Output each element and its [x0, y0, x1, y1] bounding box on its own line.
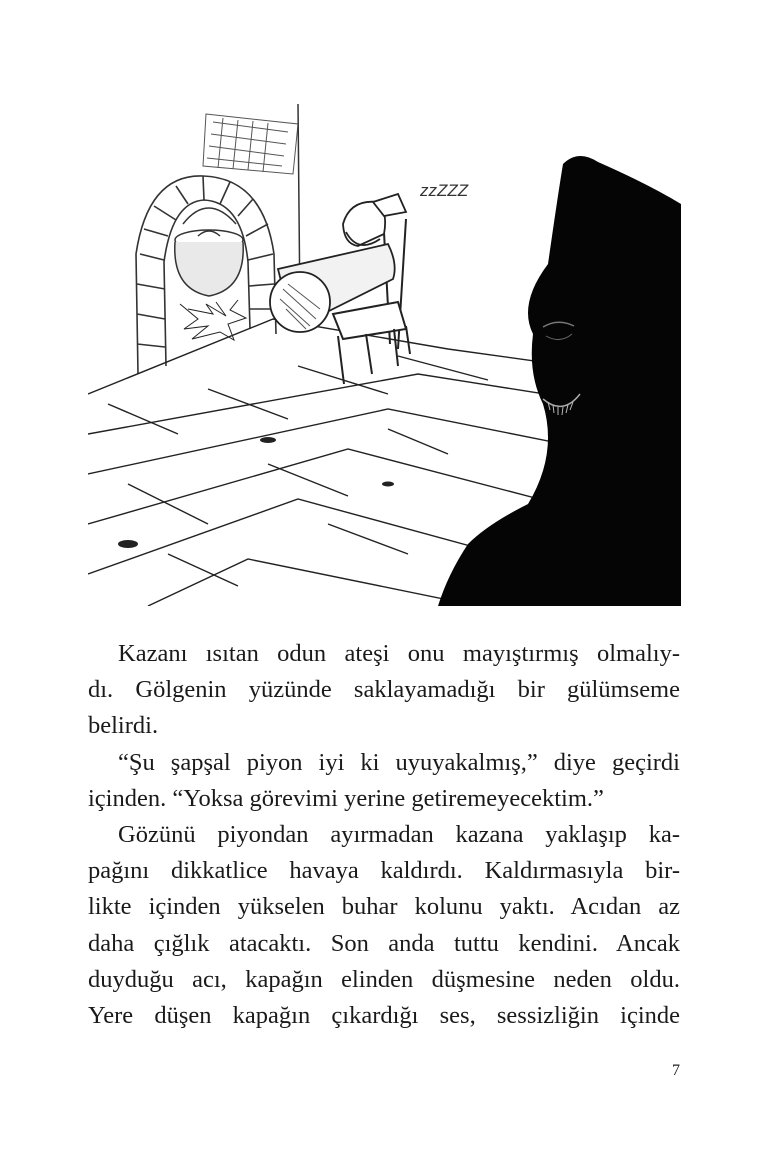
paragraph	[88, 636, 680, 745]
paragraph	[88, 745, 680, 817]
body-text	[88, 636, 680, 1034]
text-line: Gözünü piyondan ayırmadan kazana yaklaşıp ka-	[118, 821, 680, 849]
window-hatching	[203, 114, 298, 174]
text-line: “Şu şapşal piyon iyi ki uyuyakalmış,” diye geçirdi	[118, 748, 680, 776]
text-line: duyduğu acı, kapağın elinden düşmesine neden oldu.	[88, 965, 680, 993]
wood-knots	[118, 437, 394, 548]
text-line: daha çığlık atacaktı. Son anda tuttu kendini. Ancak	[88, 929, 680, 957]
text-line: belirdi.	[88, 712, 159, 740]
text-line: içinden. “Yoksa görevimi yerine getiremeyecektim.”	[88, 784, 604, 812]
text-line: likte içinden yükselen buhar kolunu yaktı. Acıdan az	[88, 893, 680, 921]
snore-text: zzZZZ	[420, 181, 469, 200]
text-line: Yere düşen kapağın çıkardığı ses, sessizliğin içinde	[88, 1002, 680, 1030]
text-line: pağını dikkatlice havaya kaldırdı. Kaldırmasıyla bir-	[88, 857, 680, 885]
sleeping-pawn-and-shadow-illustration	[88, 104, 681, 606]
paragraph	[88, 817, 680, 1034]
page-number: 7	[672, 1062, 680, 1079]
text-line: Kazanı ısıtan odun ateşi onu mayıştırmış olmalıy-	[118, 640, 680, 667]
shadow-figure	[438, 104, 681, 606]
cauldron	[175, 208, 243, 296]
illustration	[88, 104, 681, 606]
text-line: dı. Gölgenin yüzünde saklayamadığı bir gülümseme	[88, 676, 680, 704]
